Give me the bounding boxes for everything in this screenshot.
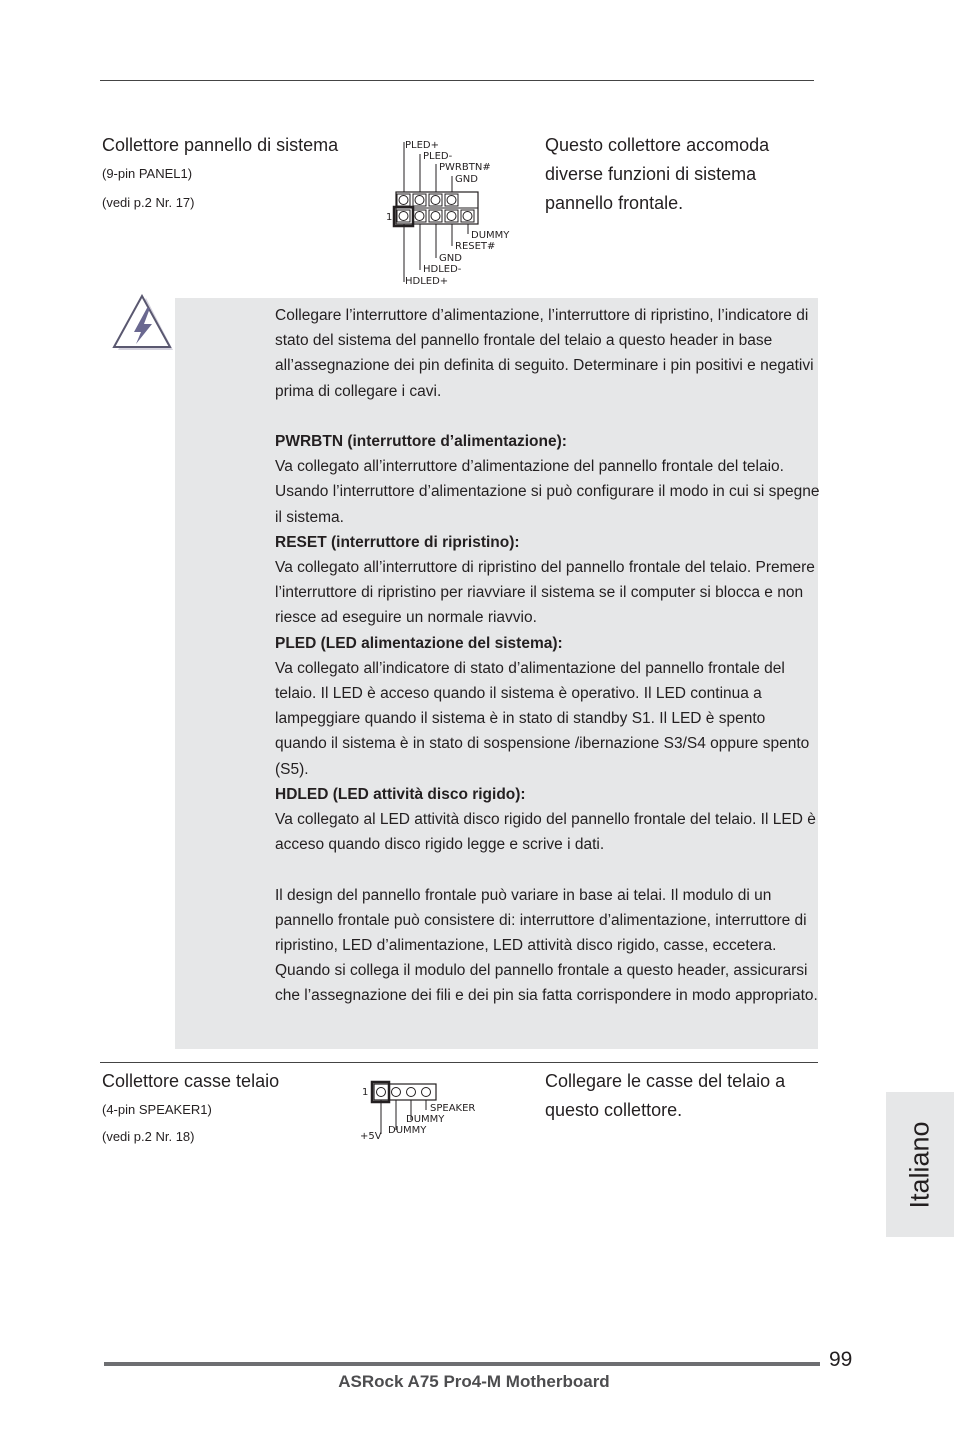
pin1-marker: 1 <box>386 212 393 223</box>
label-speaker: SPEAKER <box>430 1103 476 1114</box>
label-hdled-minus: HDLED- <box>423 264 462 275</box>
label-pled-minus: PLED- <box>423 151 453 162</box>
panel-header-description: Questo collettore accomoda diverse funzioni di sistema pannello frontale. <box>545 135 770 213</box>
panel-pin-diagram <box>384 136 524 288</box>
pled-heading: PLED (LED alimentazione del sistema): <box>275 634 563 652</box>
note-intro: Collegare l’interruttore d’alimentazione, l’interruttore di ripristino, l’indicatore di stato del sistema del pannello frontale del telaio a questo header in base all’assegnazione dei pin definita di seguito. Determinare i pin positivi e negativi prima di collegare i cavi. <box>275 307 814 400</box>
hdled-text: Va collegato al LED attività disco rigido del pannello frontale del telaio. Il LED è acceso quando disco rigido legge e scrive i dati. <box>275 811 816 854</box>
footer-title: ASRock A75 Pro4-M Motherboard <box>338 1372 610 1391</box>
label-pwrbtn: PWRBTN# <box>439 162 491 173</box>
pwrbtn-text: Va collegato all’interruttore d’alimentazione del pannello frontale del telaio. Usando l’interruttore d’alimentazione si può configurare il modo in cui si spegne il sistema. <box>275 458 820 526</box>
language-tab-label: Italiano <box>904 1120 935 1209</box>
panel-header-title: Collettore pannello di sistema <box>102 135 339 155</box>
speaker-header-ref: (vedi p.2 Nr. 18) <box>102 1129 195 1144</box>
page-number: 99 <box>829 1348 853 1371</box>
speaker-pin1-marker: 1 <box>362 1087 369 1098</box>
speaker-header-description: Collegare le casse del telaio a questo collettore. <box>545 1071 786 1120</box>
label-gnd-bottom: GND <box>439 253 462 264</box>
section-divider <box>100 1062 818 1063</box>
design-text: Il design del pannello frontale può variare in base ai telai. Il modulo di un pannello frontale può consistere di: interruttore d’alimentazione, interruttore di ripristino, LED d’alimentazione, LED attività disco rigido, casse, eccetera. Quando si collega il modulo del pannello frontale a questo header, assicurarsi che l’assegnazione dei fili e dei pin sia fatta corrispondere in modo appropriato. <box>275 886 818 1005</box>
reset-text: Va collegato all’interruttore di ripristino del pannello frontale del telaio. Premere l’interruttore di ripristino per riavviare il sistema se il computer si blocca e non riesce ad eseguire un normale riavvio. <box>275 559 815 627</box>
footer-rule <box>104 1362 820 1366</box>
pled-text: Va collegato all’indicatore di stato d’alimentazione del pannello frontale del telaio. Il LED è acceso quando il sistema è operativo. Il LED continua a lampeggiare quando il sistema è in stato di standby S1. Il LED è spento quando il sistema è in stato di sospensione /ibernazione S3/S4 oppure spento (S5). <box>275 659 810 778</box>
hdled-heading: HDLED (LED attività disco rigido): <box>275 785 526 803</box>
label-gnd-top: GND <box>455 174 478 185</box>
panel-header-ref: (vedi p.2 Nr. 17) <box>102 195 195 210</box>
label-dummy: DUMMY <box>471 230 510 241</box>
warning-icon <box>112 294 176 354</box>
label-speaker-dummy-1: DUMMY <box>406 1114 445 1125</box>
label-pled-plus: PLED+ <box>405 140 439 151</box>
speaker-header-pin: (4-pin SPEAKER1) <box>102 1102 212 1117</box>
top-rule <box>100 80 814 81</box>
panel-header-pin: (9-pin PANEL1) <box>102 166 193 181</box>
reset-heading: RESET (interruttore di ripristino): <box>275 533 520 551</box>
note-text <box>275 303 820 1009</box>
label-hdled-plus: HDLED+ <box>405 276 449 287</box>
label-speaker-dummy-2: DUMMY <box>388 1125 427 1136</box>
label-plus5v: +5V <box>360 1131 382 1142</box>
speaker-pin-diagram <box>358 1078 488 1144</box>
pwrbtn-heading: PWRBTN (interruttore d’alimentazione): <box>275 433 567 450</box>
language-tab <box>886 1092 954 1237</box>
speaker-header-title: Collettore casse telaio <box>102 1071 280 1091</box>
label-reset: RESET# <box>455 241 496 252</box>
